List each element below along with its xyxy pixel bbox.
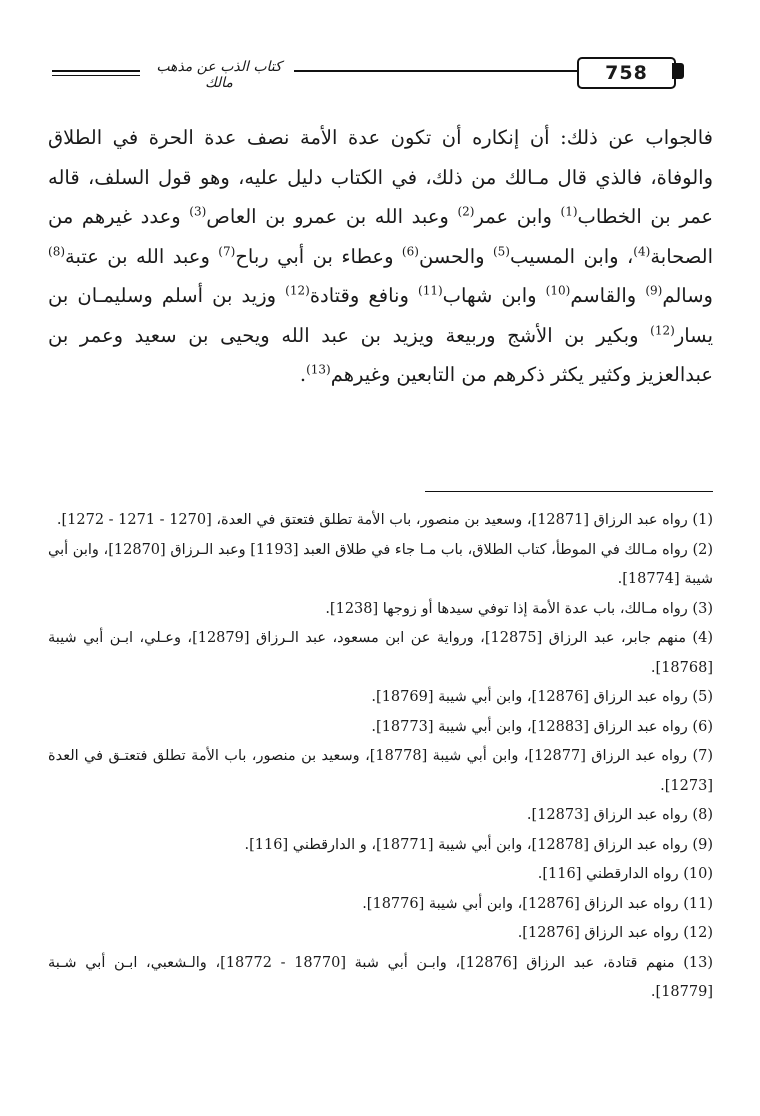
- footnote-text: رواه عبد الرزاق [12878]، وابن أبي شيبة [18771]، و الدارقطني [116].: [244, 836, 688, 853]
- body-text: ونافع وقتادة: [309, 284, 419, 307]
- footnote-text: رواه عبد الرزاق [12873].: [526, 807, 688, 823]
- footnote-number: (11): [683, 895, 713, 912]
- body-text: وبكير بن الأشج وربيعة ويزيد بن عبد الله ويحيى بن سعيد وعمر بن عبدالعزيز وكثير يكثر ذكرهم من التابعين وغيرهم: [48, 323, 713, 386]
- footnote-ref[interactable]: (9): [645, 283, 663, 298]
- footnote-ref[interactable]: (2): [457, 204, 475, 219]
- footnote-number: (3): [692, 600, 713, 617]
- footnote-number: (4): [692, 630, 713, 646]
- footnote-number: (13): [683, 954, 714, 971]
- footnote-number: (7): [692, 748, 714, 764]
- footnote-ref[interactable]: (4): [633, 244, 651, 258]
- body-text: ، وابن المسيب: [509, 244, 634, 268]
- footnote-ref[interactable]: (8): [48, 244, 66, 258]
- footnote: [48, 713, 713, 743]
- page-number-tab: [672, 63, 684, 79]
- footnote: [48, 742, 713, 801]
- footnote-ref[interactable]: (1): [560, 204, 578, 219]
- footnote: [48, 624, 713, 683]
- footnote-separator: [425, 491, 713, 492]
- body-text: وعدد غيرهم من الصحابة: [48, 205, 713, 268]
- body-text: .: [299, 363, 307, 386]
- footnote-text: رواه مـالك، باب عدة الأمة إذا توفي سيدها أو زوجها [1238].: [325, 600, 688, 617]
- header-rule: [52, 70, 140, 72]
- footnote-text: منهم قتادة، عبد الرزاق [12876]، وابـن أبي شبة [18770 - 18772]، والـشعبي، ابـن أبي شـبة [18779].: [48, 954, 713, 1000]
- footnote: [48, 683, 713, 713]
- footnote-text: رواه عبد الرزاق [12876].: [517, 925, 679, 941]
- footnote-text: رواه عبد الرزاق [12877]، وابن أبي شيبة [18778]، وسعيد بن منصور، باب الأمة تطلق فتعتـق في العدة [1273].: [48, 748, 713, 794]
- footnote: [48, 919, 713, 949]
- footnote-ref[interactable]: (12): [650, 323, 675, 337]
- body-text: وابن عمر: [474, 205, 561, 228]
- footnote-number: (1): [692, 512, 713, 528]
- main-paragraph: [48, 118, 713, 395]
- page-number: 758: [577, 57, 676, 89]
- footnote-text: رواه عبد الرزاق [12876]، وابن أبي شيبة [18776].: [362, 895, 679, 912]
- footnote: [48, 595, 713, 625]
- header-rule-thin: [52, 75, 140, 76]
- footnote-number: (2): [692, 541, 714, 558]
- body-text: عمر بن الخطاب: [577, 205, 713, 228]
- footnote-ref[interactable]: (7): [218, 244, 236, 258]
- footnote: [48, 949, 713, 1008]
- footnotes: [48, 506, 713, 1008]
- footnote-number: (9): [692, 836, 713, 853]
- footnote-text: رواه الدارقطني [116].: [537, 866, 679, 882]
- footnote-number: (6): [692, 718, 713, 735]
- footnote-text: رواه مـالك في الموطأ، كتاب الطلاق، باب مـا جاء في طلاق العبد [1193] وعبد الـرزاق [12870]، وابن أبي شيبة [18774].: [48, 541, 713, 587]
- footnote: [48, 890, 713, 920]
- footnote-ref[interactable]: (11): [418, 283, 443, 298]
- body-text: وعبد الله بن عتبة: [65, 244, 219, 268]
- footnote-text: رواه عبد الرزاق [12883]، وابن أبي شيبة [18773].: [371, 718, 688, 735]
- footnote-ref[interactable]: (12): [285, 283, 310, 298]
- body-text: فالجواب عن ذلك: أن إنكاره أن تكون عدة الأمة نصف عدة الحرة في الطلاق والوفاة، فالذي قال مـالك من ذلك، في الكتاب دليل عليه، وهو قول السلف، قاله: [48, 126, 713, 189]
- footnote-text: منهم جابر، عبد الرزاق [12875]، ورواية عن ابن مسعود، عبد الـرزاق [12879]، وعـلي، ابـن أبي شيبة [18768].: [48, 630, 713, 676]
- footnote: [48, 506, 713, 536]
- body-text: وابن شهاب: [442, 284, 546, 307]
- body-text: والحسن: [418, 244, 493, 268]
- running-title: كتاب الذب عن مذهب مالك: [156, 59, 282, 91]
- footnote-ref[interactable]: (5): [492, 244, 510, 258]
- header-rule-long: [294, 70, 619, 72]
- page-header: [44, 55, 694, 89]
- footnote-number: (10): [683, 866, 713, 882]
- body-text: وعطاء بن أبي رباح: [235, 244, 402, 268]
- footnote-ref[interactable]: (10): [545, 283, 571, 298]
- footnote-ref[interactable]: (3): [189, 204, 207, 219]
- footnote: [48, 536, 713, 595]
- footnote: [48, 801, 713, 831]
- footnote-number: (5): [692, 689, 713, 705]
- footnote-text: رواه عبد الرزاق [12871]، وسعيد بن منصور، باب الأمة تطلق فتعتق في العدة، [1270 - 1271 - 1272].: [56, 512, 688, 528]
- footnote-ref[interactable]: (6): [401, 244, 419, 258]
- footnote: [48, 860, 713, 890]
- body-text: وعبد الله بن عمرو بن العاص: [206, 205, 458, 228]
- footnote-number: (12): [683, 925, 713, 941]
- body-text: وزيد بن أسلم وسليمـان بن يسار: [48, 284, 713, 347]
- footnote: [48, 831, 713, 861]
- body-text: وسالم: [662, 284, 713, 307]
- footnote-number: (8): [692, 807, 713, 823]
- body-text: والقاسم: [570, 284, 646, 307]
- footnote-text: رواه عبد الرزاق [12876]، وابن أبي شيبة [18769].: [371, 689, 688, 705]
- footnote-ref[interactable]: (13): [306, 362, 331, 377]
